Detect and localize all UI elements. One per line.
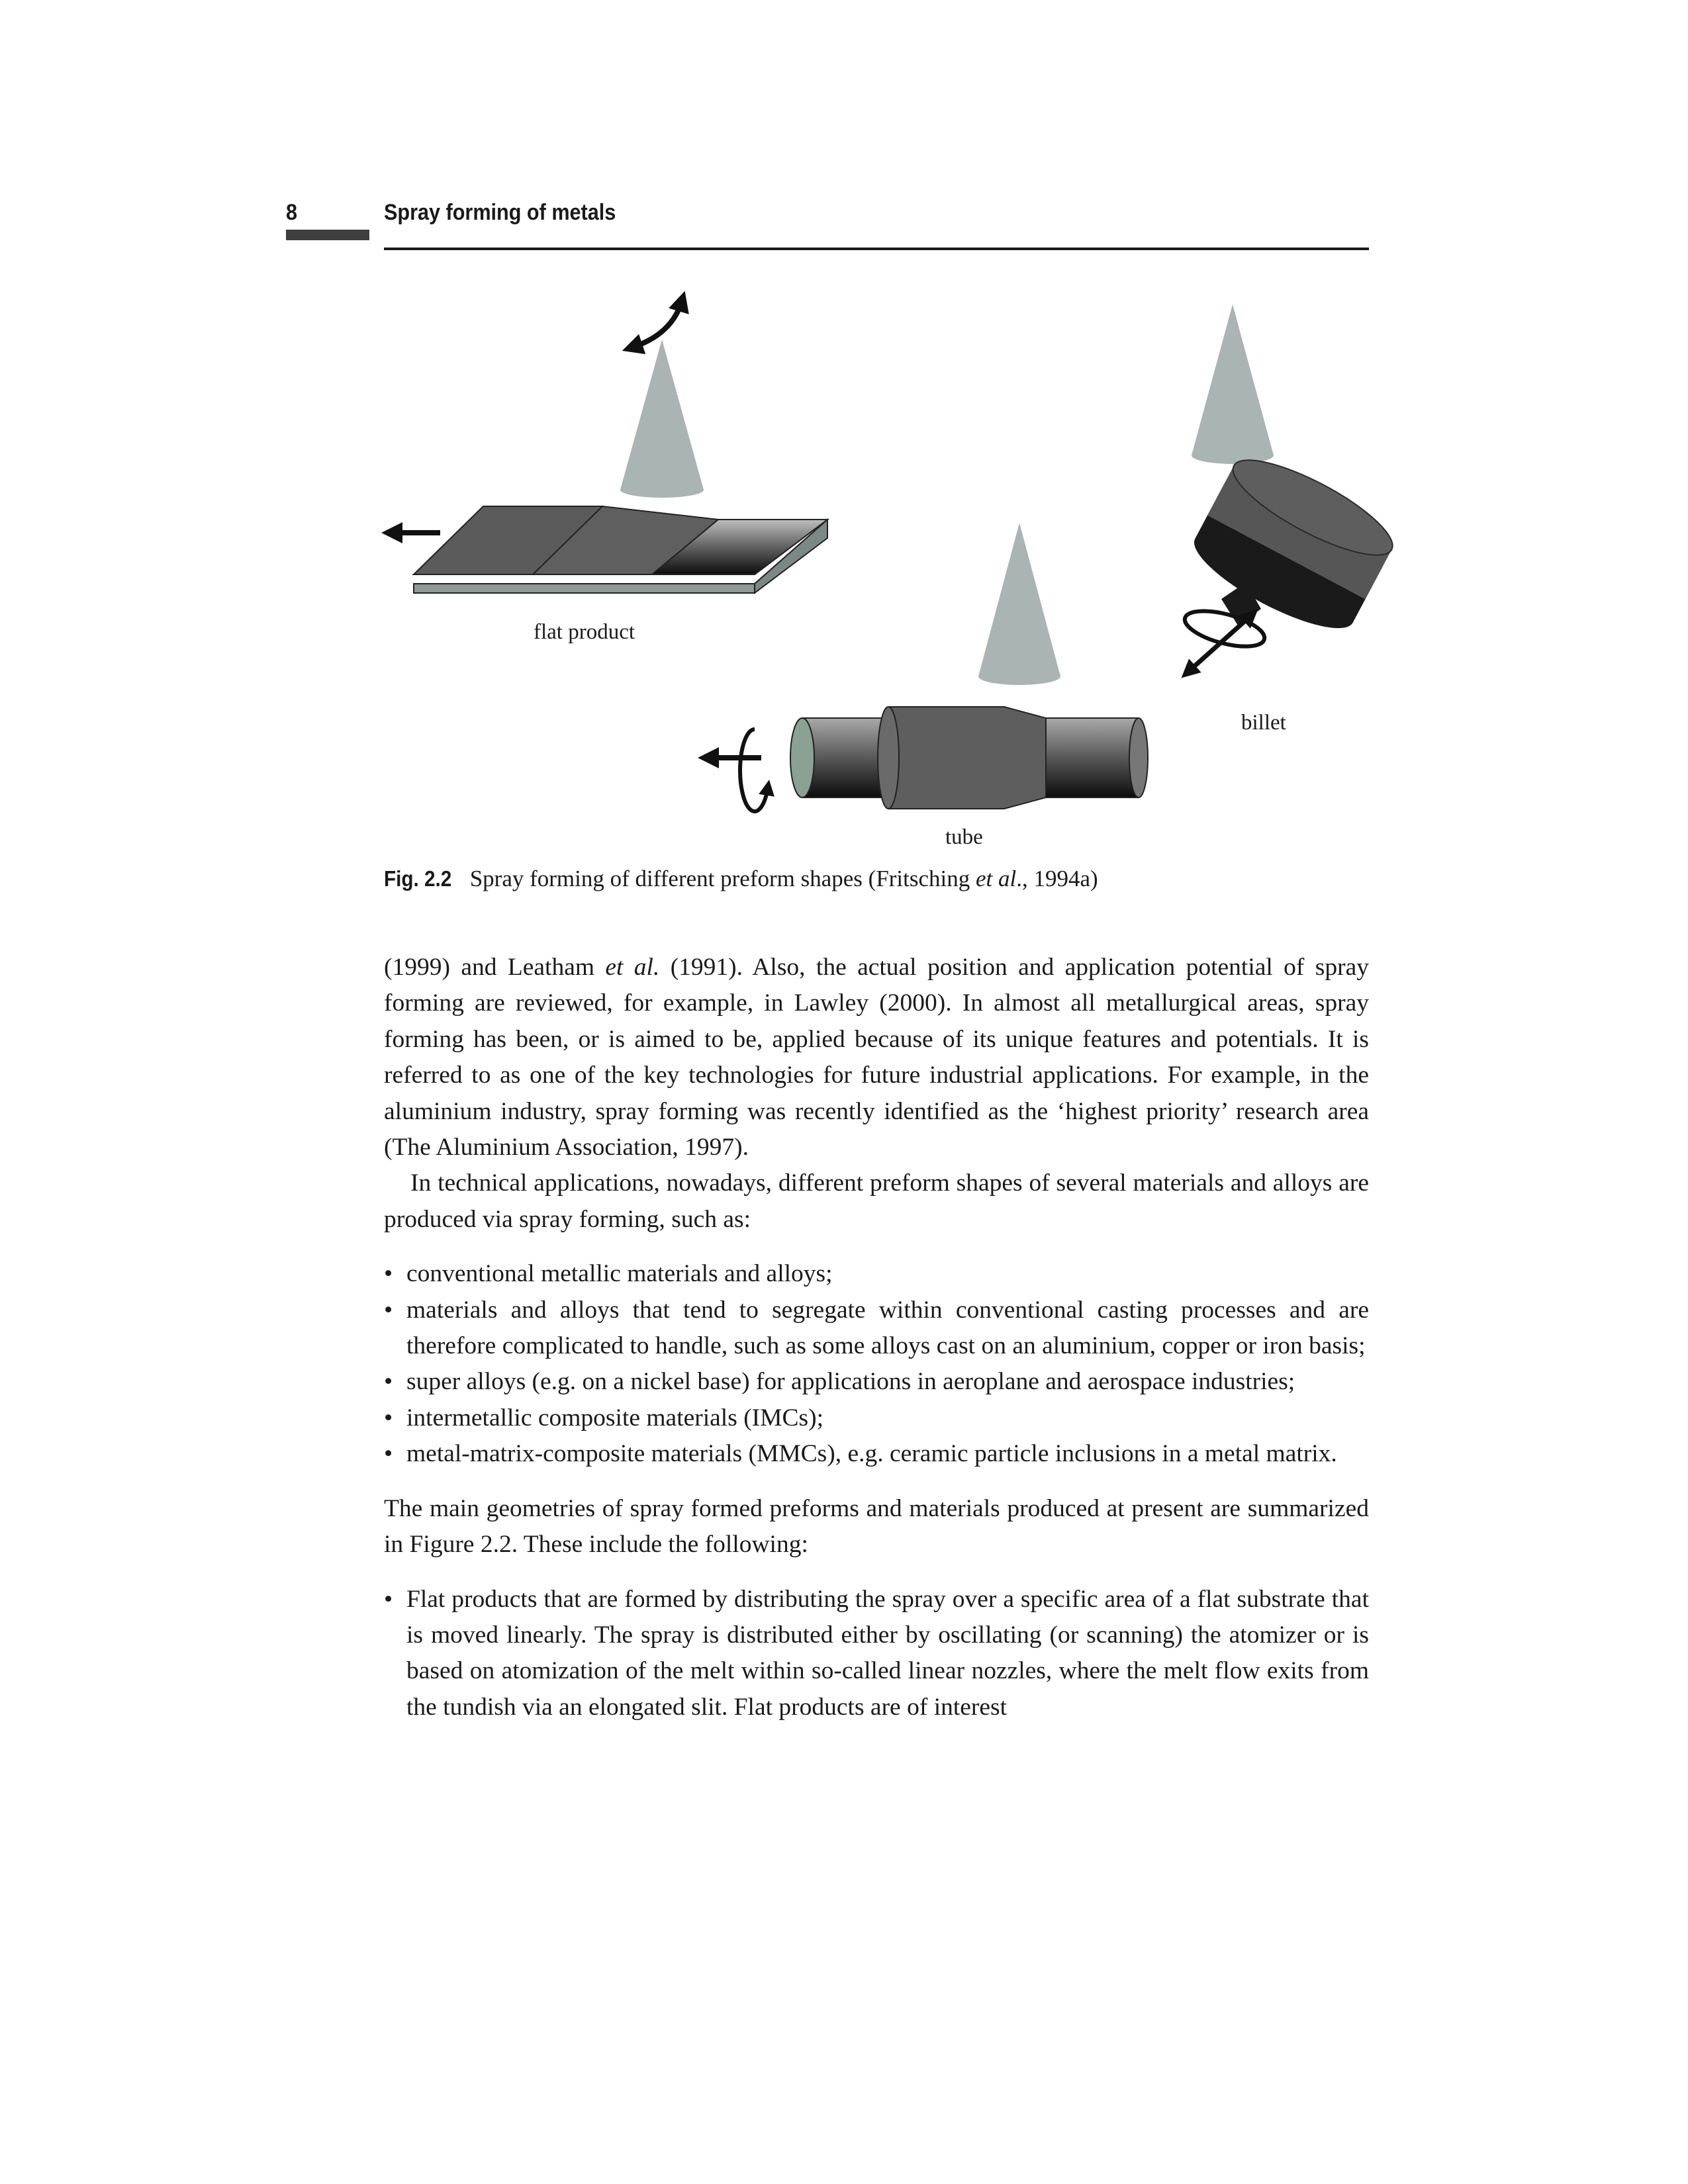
tube-right-section — [1046, 718, 1139, 797]
list-item: • conventional metallic materials and alloys; — [384, 1256, 1369, 1292]
caption-text — [470, 866, 1098, 891]
spray-cone-flat — [620, 340, 704, 490]
geometries-list — [384, 1582, 1369, 1726]
spray-cone-flat-base — [620, 482, 704, 498]
flat-product-diagram — [392, 301, 827, 644]
running-title: Spray forming of metals — [384, 200, 616, 225]
materials-list — [384, 1256, 1369, 1472]
label-flat-product: flat product — [534, 620, 635, 644]
tube-rotation-arrow — [740, 729, 768, 811]
list-item: • super alloys (e.g. on a nickel base) for applications in aeroplane and aerospace industries; — [384, 1364, 1369, 1400]
list-item: • metal-matrix-composite materials (MMCs), e.g. ceramic particle inclusions in a metal matrix. — [384, 1436, 1369, 1472]
figure-caption — [384, 866, 1377, 892]
spray-cone-tube-base — [978, 668, 1060, 685]
tube-left-face — [790, 718, 814, 797]
tube-deposit — [888, 707, 1046, 809]
billet-withdraw-arrow — [1188, 615, 1251, 672]
list-item: • materials and alloys that tend to segregate within conventional casting processes and are therefore complicated to handle, such as some alloys cast on an aluminium, copper or iron basis; — [384, 1293, 1369, 1365]
paragraph-2: In technical applications, nowadays, different preform shapes of several materials and alloys are produced via spray forming, such as: — [384, 1169, 1369, 1233]
tube-right-cap — [1129, 718, 1148, 797]
tube-left-section — [802, 718, 888, 797]
para1-italic: et al. — [605, 954, 660, 981]
label-billet: billet — [1241, 711, 1286, 735]
caption-text-b: ., 1994a) — [1016, 866, 1098, 891]
flat-substrate-edge — [414, 584, 755, 593]
page-number: 8 — [286, 200, 298, 225]
billet-diagram — [1181, 304, 1403, 735]
caption-text-italic: et al — [976, 866, 1017, 891]
spray-cone-tube — [978, 523, 1060, 676]
tube-deposit-end — [878, 707, 899, 809]
oscillation-arrow — [632, 301, 682, 347]
caption-text-a: Spray forming of different preform shapes (Fritsching — [469, 866, 976, 891]
figure-spray-forming-shapes — [0, 0, 1688, 860]
caption-label: Fig. 2.2 — [384, 866, 452, 891]
para1-a: (1999) and Leatham — [384, 954, 606, 981]
list-item: • intermetallic composite materials (IMCs); — [384, 1400, 1369, 1436]
paragraph-1 — [384, 950, 1369, 1165]
list-item: • Flat products that are formed by distributing the spray over a specific area of a flat substrate that is moved linearly. The spray is distributed either by oscillating (or scanning) the atomizer or is based on atomization of the melt within so-called linear nozzles, where the melt flow exits from the tundish via an elongated slit. Flat products are of interest — [384, 1582, 1369, 1726]
para1-c: (1991). Also, the actual position and application potential of spray forming are reviewed, for example, in Lawley (2000). In almost all metallurgical areas, spray forming has been, or is aimed to be, applied because of its unique features and potentials. It is referred to as one of the key technologies for future industrial applications. For example, in the aluminium industry, spray forming was recently identified as the ‘highest priority’ research area (The Aluminium Association, 1997). — [384, 954, 1370, 1161]
paragraph-3: The main geometries of spray formed preforms and materials produced at present are summarized in Figure 2.2. These include the following: — [384, 1494, 1369, 1559]
spray-cone-billet — [1192, 304, 1274, 455]
label-tube: tube — [945, 825, 983, 849]
body-text — [384, 950, 1369, 1725]
